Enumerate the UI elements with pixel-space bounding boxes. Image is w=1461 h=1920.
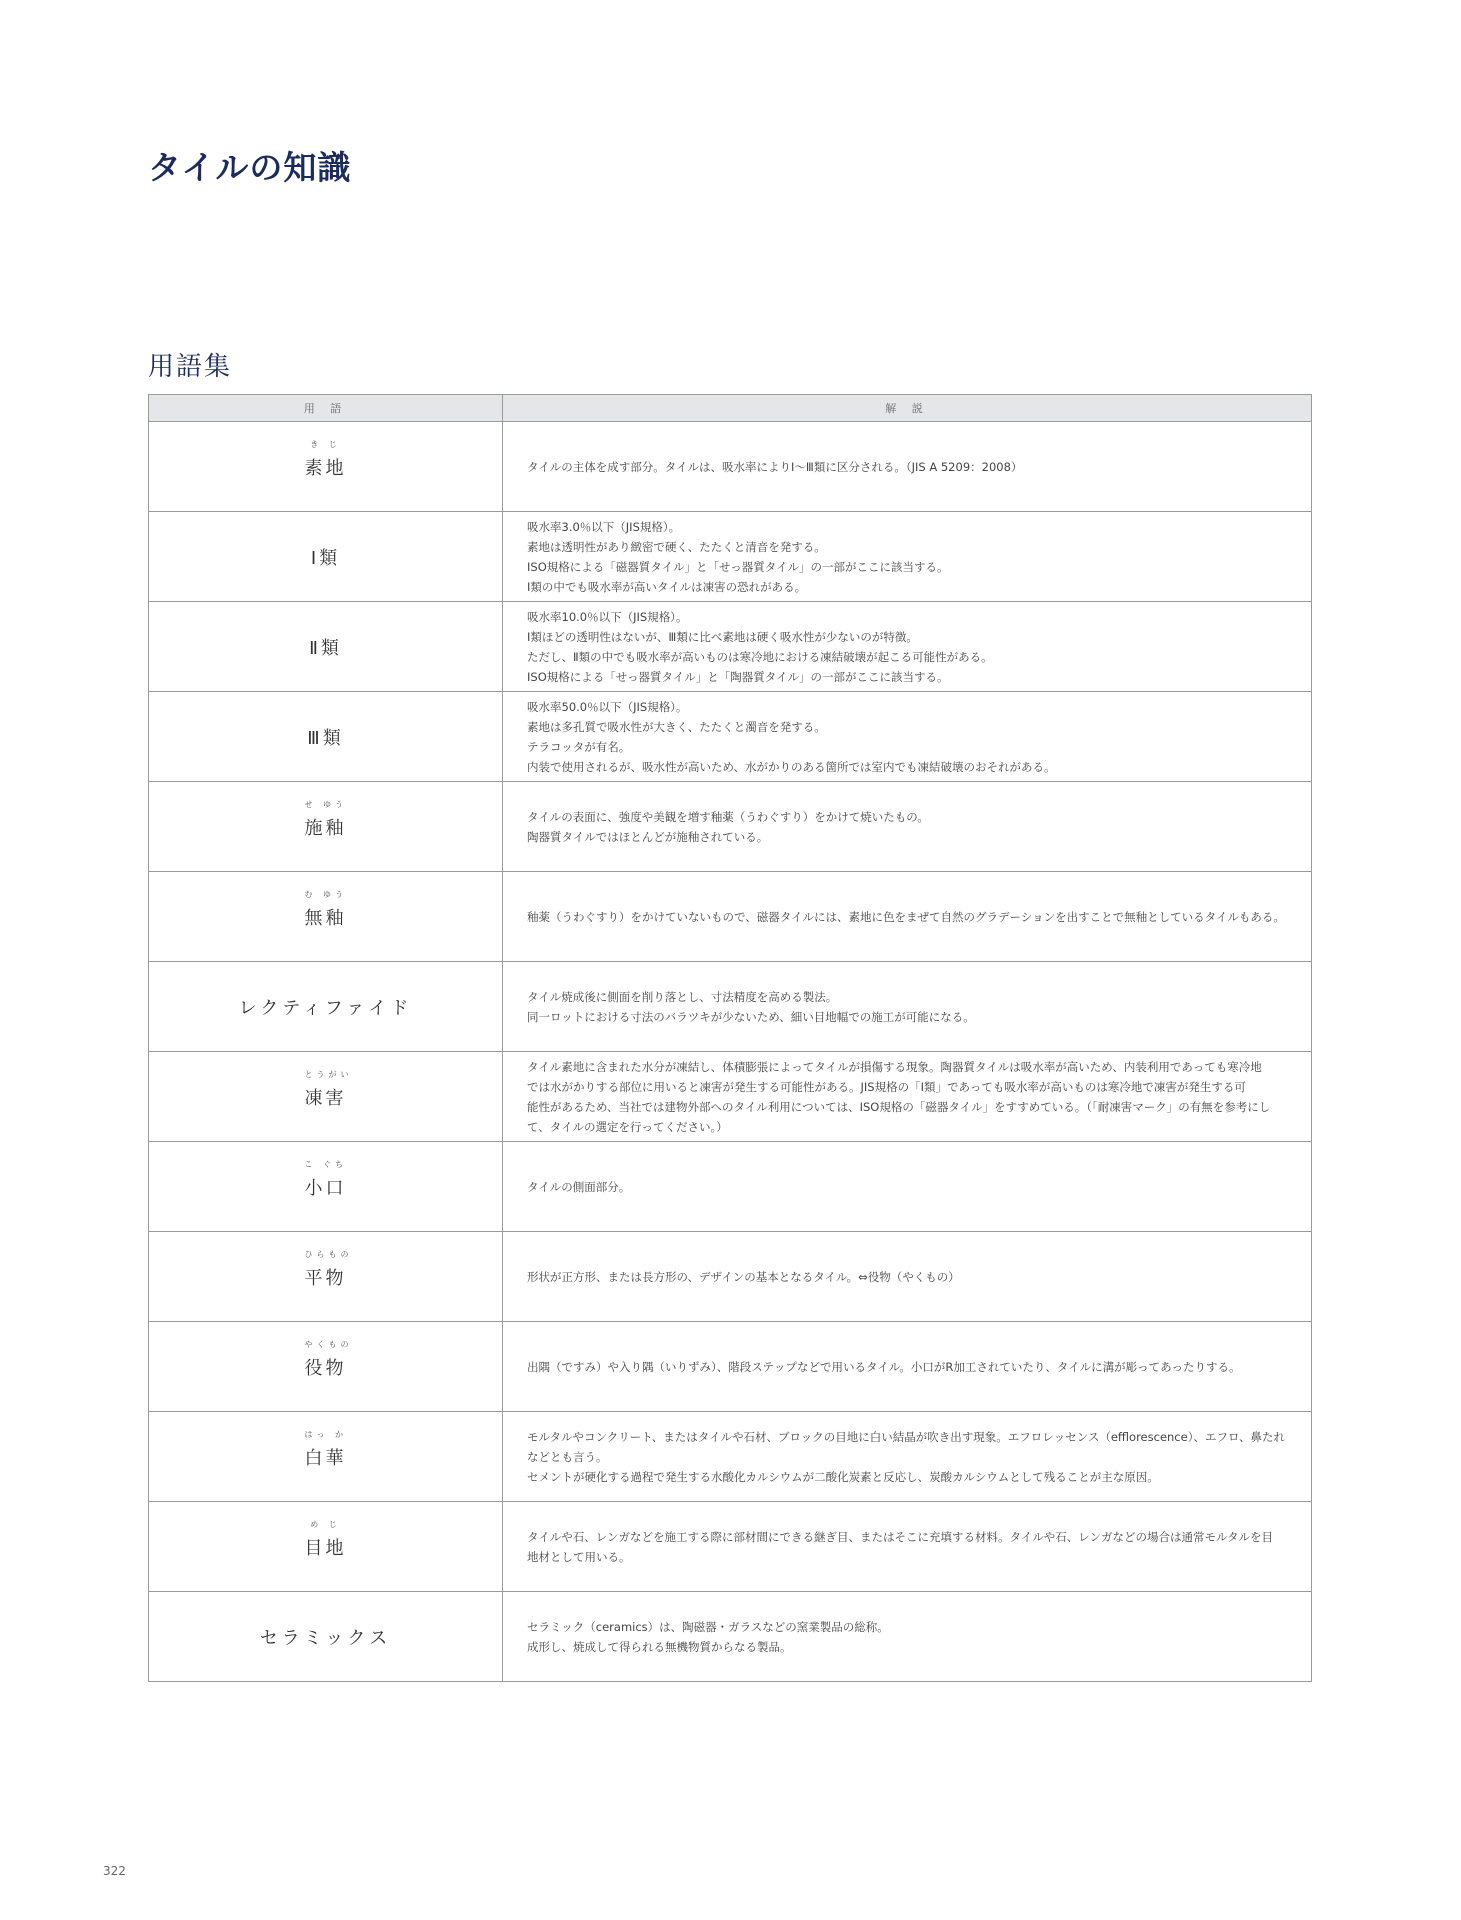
term-text: セラミックス <box>259 1627 392 1649</box>
term-wrap <box>304 1339 353 1380</box>
term-cell <box>149 1502 503 1592</box>
term-text: Ⅱ類 <box>309 637 342 659</box>
description-cell <box>503 782 1312 872</box>
description-line: Ⅰ類ほどの透明性はないが、Ⅲ類に比べ素地は硬く吸水性が少ないのが特徴。 <box>527 629 918 644</box>
description-cell <box>503 1052 1312 1142</box>
description-line: 地材として用いる。 <box>527 1549 631 1564</box>
term-cell <box>149 512 503 602</box>
description-line: 内装で使用されるが、吸水性が高いため、水がかりのある箇所では室内でも凍結破壊のおそれがある。 <box>527 759 1056 774</box>
description-cell <box>503 1592 1312 1682</box>
table-row <box>149 1592 1312 1682</box>
term-cell <box>149 782 503 872</box>
term-reading: とうがい <box>304 1069 353 1079</box>
term-reading: やくもの <box>304 1339 353 1349</box>
term-wrap <box>304 1519 347 1560</box>
table-row <box>149 512 1312 602</box>
description-cell <box>503 1502 1312 1592</box>
description-line: タイルや石、レンガなどを施工する際に部材間にできる継ぎ目、またはそこに充填する材料。タイルや石、レンガなどの場合は通常モルタルを目 <box>527 1529 1273 1544</box>
term-wrap <box>239 994 413 1020</box>
table-row <box>149 1232 1312 1322</box>
term-text: 素地 <box>304 457 347 479</box>
term-text: Ⅰ類 <box>310 547 341 569</box>
description-cell <box>503 872 1312 962</box>
description-cell <box>503 1232 1312 1322</box>
table-row <box>149 692 1312 782</box>
term-cell <box>149 422 503 512</box>
table-row <box>149 782 1312 872</box>
description-line: タイル焼成後に側面を削り落とし、寸法精度を高める製法。 <box>527 989 838 1004</box>
term-reading: はっ か <box>304 1429 348 1439</box>
term-text: 役物 <box>304 1357 347 1379</box>
term-text: 無釉 <box>304 907 347 929</box>
term-cell <box>149 1232 503 1322</box>
description-cell <box>503 1322 1312 1412</box>
glossary-table <box>148 394 1312 1682</box>
term-reading: ひらもの <box>304 1249 353 1259</box>
term-wrap <box>304 889 348 930</box>
term-text: 平物 <box>304 1267 347 1289</box>
description-line: タイル素地に含まれた水分が凍結し、体積膨張によってタイルが損傷する現象。陶器質タイルは吸水率が高いため、内装利用であっても寒冷地 <box>527 1059 1262 1074</box>
table-row <box>149 1502 1312 1592</box>
description-line: ISO規格による「磁器質タイル」と「せっ器質タイル」の一部がここに該当する。 <box>527 559 949 574</box>
term-reading: き じ <box>310 439 341 449</box>
term-reading: む ゆう <box>304 889 348 899</box>
description-line: 素地は多孔質で吸水性が大きく、たたくと濁音を発する。 <box>527 719 826 734</box>
description-line: セラミック（ceramics）は、陶磁器・ガラスなどの窯業製品の総称。 <box>527 1619 889 1634</box>
term-text: 凍害 <box>304 1087 347 1109</box>
table-row <box>149 1322 1312 1412</box>
term-text: 小口 <box>304 1177 347 1199</box>
table-header-row <box>149 395 1312 422</box>
description-line: タイルの側面部分。 <box>527 1179 631 1194</box>
table-row <box>149 962 1312 1052</box>
term-wrap <box>309 634 342 660</box>
description-line: 能性があるため、当社では建物外部へのタイル利用については、ISO規格の「磁器タイル」をすすめている。（「耐凍害マーク」の有無を参考にし <box>527 1099 1271 1114</box>
term-text: Ⅲ類 <box>307 727 344 749</box>
table-row <box>149 422 1312 512</box>
description-line: タイルの主体を成す部分。タイルは、吸水率によりⅠ〜Ⅲ類に区分される。（JIS A 5209：2008） <box>527 459 1023 474</box>
description-line: では水がかりする部位に用いると凍害が発生する可能性がある。JIS規格の「Ⅰ類」であっても吸水率が高いものは寒冷地で凍害が発生する可 <box>527 1079 1246 1094</box>
description-line: ISO規格による「せっ器質タイル」と「陶器質タイル」の一部がここに該当する。 <box>527 669 949 684</box>
page-number: 322 <box>103 1864 126 1878</box>
description-line: 吸水率10.0％以下（JIS規格）。 <box>527 609 688 624</box>
description-line: 出隅（ですみ）や入り隅（いりずみ）、階段ステップなどで用いるタイル。小口がR加工されていたり、タイルに溝が彫ってあったりする。 <box>527 1359 1241 1374</box>
term-cell <box>149 1412 503 1502</box>
page-title: タイルの知識 <box>148 148 352 187</box>
term-wrap <box>304 1159 348 1200</box>
term-text: 目地 <box>304 1537 347 1559</box>
description-cell <box>503 1142 1312 1232</box>
term-wrap <box>304 1429 348 1470</box>
glossary-body <box>149 422 1312 1682</box>
table-row <box>149 602 1312 692</box>
description-line: 吸水率50.0％以下（JIS規格）。 <box>527 699 688 714</box>
description-cell <box>503 692 1312 782</box>
term-reading: こ ぐち <box>304 1159 348 1169</box>
term-wrap <box>307 724 343 750</box>
description-line: Ⅰ類の中でも吸水率が高いタイルは凍害の恐れがある。 <box>527 579 807 594</box>
description-line: セメントが硬化する過程で発生する水酸化カルシウムが二酸化炭素と反応し、炭酸カルシウムとして残ることが主な原因。 <box>527 1469 1159 1484</box>
description-line: モルタルやコンクリート、またはタイルや石材、ブロックの目地に白い結晶が吹き出す現象。エフロレッセンス（efflorescence）、エフロ、鼻たれ <box>527 1429 1285 1444</box>
description-line: 吸水率3.0％以下（JIS規格）。 <box>527 519 681 534</box>
section-title: 用語集 <box>148 352 233 382</box>
term-cell <box>149 1322 503 1412</box>
term-wrap <box>260 1624 391 1650</box>
term-wrap <box>304 439 347 480</box>
description-line: タイルの表面に、強度や美観を増す釉薬（うわぐすり）をかけて焼いたもの。 <box>527 809 929 824</box>
description-line: 同一ロットにおける寸法のバラツキが少ないため、細い目地幅での施工が可能になる。 <box>527 1009 975 1024</box>
table-row <box>149 1142 1312 1232</box>
term-text: 施釉 <box>304 817 347 839</box>
description-line: などとも言う。 <box>527 1449 608 1464</box>
term-reading: せ ゆう <box>304 799 348 809</box>
table-row <box>149 872 1312 962</box>
description-line: 釉薬（うわぐすり）をかけていないもので、磁器タイルには、素地に色をまぜて自然のグラデーションを出すことで無釉としているタイルもある。 <box>527 909 1285 924</box>
term-wrap <box>304 799 348 840</box>
term-cell <box>149 602 503 692</box>
term-reading: め じ <box>310 1519 341 1529</box>
description-line: 陶器質タイルではほとんどが施釉されている。 <box>527 829 769 844</box>
table-row <box>149 1412 1312 1502</box>
term-cell <box>149 692 503 782</box>
description-line: 素地は透明性があり緻密で硬く、たたくと清音を発する。 <box>527 539 826 554</box>
term-cell <box>149 962 503 1052</box>
description-cell <box>503 602 1312 692</box>
description-column-header: 解 説 <box>503 395 1312 422</box>
description-line: 形状が正方形、または長方形の、デザインの基本となるタイル。⇔役物（やくもの） <box>527 1269 960 1284</box>
description-cell <box>503 512 1312 602</box>
description-line: テラコッタが有名。 <box>527 739 631 754</box>
description-line: ただし、Ⅱ類の中でも吸水率が高いものは寒冷地における凍結破壊が起こる可能性がある。 <box>527 649 993 664</box>
description-line: 成形し、焼成して得られる無機物質からなる製品。 <box>527 1639 792 1654</box>
term-text: レクティファイド <box>238 997 413 1019</box>
description-cell <box>503 1412 1312 1502</box>
table-row <box>149 1052 1312 1142</box>
description-cell <box>503 422 1312 512</box>
term-text: 白華 <box>304 1447 347 1469</box>
description-cell <box>503 962 1312 1052</box>
term-cell <box>149 1052 503 1142</box>
term-cell <box>149 1592 503 1682</box>
description-line: て、タイルの選定を行ってください。） <box>527 1119 728 1134</box>
term-cell <box>149 872 503 962</box>
term-wrap <box>311 544 340 570</box>
term-column-header: 用 語 <box>149 395 503 422</box>
term-cell <box>149 1142 503 1232</box>
term-wrap <box>304 1249 353 1290</box>
term-wrap <box>304 1069 353 1110</box>
